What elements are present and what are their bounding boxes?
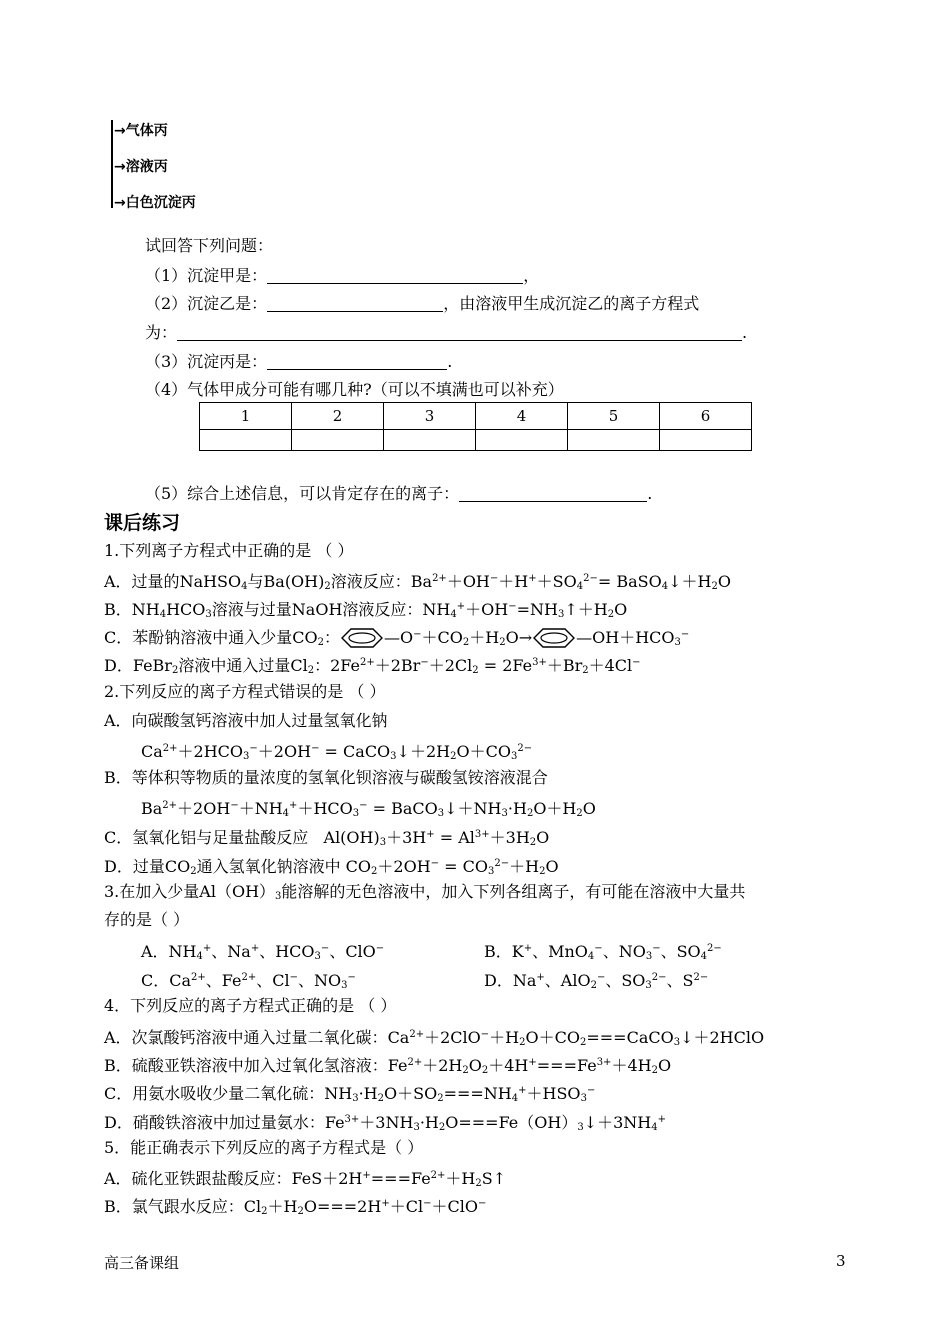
- table-answer-cell[interactable]: [476, 430, 568, 451]
- option-prefix: B．氯气跟水反应：: [104, 1197, 244, 1216]
- exercise-2-option-b-equation: $Ba^{2+}+2OH^-+NH_4^++HCO_3^-$ = $BaCO_3↓+NH_3\cdot H_2O+H_2O$: [141, 799, 596, 819]
- option-prefix: C．用氨水吸收少量二氧化硫：: [104, 1084, 325, 1103]
- question-1-label: （1）沉淀甲是：: [145, 266, 268, 285]
- exercise-3-option-b: B．K+、MnO$_4$−、$NO_3^-$、$SO_4^{2-}$: [484, 942, 722, 962]
- flow-item-solution-bing: →溶液丙: [114, 159, 168, 175]
- question-5-label: （5）综合上述信息，可以肯定存在的离子：: [145, 484, 460, 503]
- exercise-4-option-d: D．硝酸铁溶液中加过量氨水：$Fe^{3+}+3NH_3\cdot H_2O===Fe(OH)_3↓+3NH_4^+$: [104, 1113, 667, 1133]
- page-number: 3: [836, 1252, 846, 1270]
- exercise-2-option-b: B．等体积等物质的量浓度的氢氧化钡溶液与碳酸氢铵溶液混合: [104, 768, 548, 787]
- question-3-period: .: [447, 352, 453, 371]
- option-prefix: D．过量: [104, 857, 165, 876]
- exercise-5-stem: 5．能正确表示下列反应的离子方程式是（ ）: [104, 1138, 424, 1157]
- option-prefix: B．硫酸亚铁溶液中加入过氧化氢溶液：: [104, 1056, 388, 1075]
- exercise-1-option-c: C．苯酚钠溶液中通入少量$CO_2$： $—O^-+CO_2+H_2O\to$ $—OH+HCO_3^-$: [104, 628, 690, 648]
- exercise-3-option-c: C．$Ca^{2+}$、$Fe^{2+}$、Cl−、$NO_3^-$: [141, 971, 356, 991]
- exercise-3-option-d: D．Na+、AlO$_2$−、$SO_3^{2-}$、$S^{2-}$: [484, 971, 709, 991]
- option-prefix: C．苯酚钠溶液中通入少量: [104, 628, 293, 647]
- exercise-3-option-a: A．$NH_4^+$、Na+、$HCO_3^-$、ClO−: [141, 942, 385, 962]
- gas-composition-table: [199, 402, 752, 451]
- table-header-cell: 4: [476, 403, 568, 430]
- exercise-5-option-b: B．氯气跟水反应：$Cl_2+H_2O===2H^++Cl^-+ClO^-$: [104, 1197, 487, 1217]
- flow-item-gas-bing: →气体丙: [114, 123, 168, 139]
- exercise-5-option-a: A．硫化亚铁跟盐酸反应：$FeS+2H^+===Fe^{2+}+H_2S↑$: [104, 1169, 507, 1189]
- option-prefix: B．: [104, 600, 132, 619]
- option-prefix: D．: [104, 656, 133, 675]
- option-prefix: A．硫化亚铁跟盐酸反应：: [104, 1169, 292, 1188]
- table-answer-cell[interactable]: [384, 430, 476, 451]
- exercise-4-option-c: C．用氨水吸收少量二氧化硫：$NH_3\cdot H_2O+SO_2===NH_4^++HSO_3^-$: [104, 1084, 596, 1104]
- benzene-ring-icon: [340, 627, 384, 649]
- question-2-line2-label: 为：: [145, 323, 178, 342]
- question-3: [145, 352, 452, 372]
- exercise-2-option-a-equation: $Ca^{2+}+2HCO_3^-+2OH^-$ = $CaCO_3↓+2H_2O+CO_3^{2-}$: [141, 742, 533, 762]
- table-answer-cell[interactable]: [660, 430, 752, 451]
- question-5: [145, 484, 652, 504]
- exercise-1-option-b: B．$NH_4HCO_3$溶液与过量NaOH溶液反应：$NH_4^++OH^-=NH_3↑+H_2O$: [104, 600, 628, 620]
- exercise-1-option-a: A．过量的NaHSO$_4$与$Ba(OH)_2$溶液反应：$Ba^{2+}+OH^-+H^++SO_4^{2-}=$ $BaSO_4↓+H_2O$: [104, 572, 731, 592]
- table-header-cell: 6: [660, 403, 752, 430]
- table-header-row: [200, 403, 752, 430]
- table-answer-cell[interactable]: [568, 430, 660, 451]
- table-header-cell: 2: [292, 403, 384, 430]
- exercise-1-option-d: D．FeBr$_2$溶液中通入过量$Cl_2$：$2Fe^{2+}+2Br^-+2Cl_2 = 2Fe^{3+}+Br_2+4Cl^-$: [104, 656, 641, 676]
- question-2-line2: [145, 323, 747, 343]
- table-header-cell: 5: [568, 403, 660, 430]
- table-answer-cell[interactable]: [200, 430, 292, 451]
- flow-item-precipitate-bing: →白色沉淀丙: [114, 195, 196, 211]
- question-5-period: .: [647, 484, 653, 503]
- questions-intro: 试回答下列问题：: [145, 236, 274, 255]
- exercise-2-option-c: C．氢氧化铝与足量盐酸反应 $Al(OH)_3+3H^+ = Al^{3+}+3H_2O$: [104, 828, 550, 848]
- question-4: （4）气体甲成分可能有哪几种?（可以不填满也可以补充）: [145, 380, 564, 399]
- table-header-cell: 3: [384, 403, 476, 430]
- option-prefix: A．过量的: [104, 572, 180, 591]
- answer-blank-1[interactable]: [267, 267, 523, 284]
- exercise-2-option-d: D．过量$CO_2$通入氢氧化钠溶液中 $CO_2+2OH^- = CO_3^{2-}+H_2O$: [104, 857, 559, 877]
- exercise-4-stem: 4．下列反应的离子方程式正确的是 （ ）: [104, 996, 397, 1015]
- table-answer-cell[interactable]: [292, 430, 384, 451]
- exercise-4-option-a: A．次氯酸钙溶液中通入过量二氧化碳：$Ca^{2+}+2ClO^-+H_2O+CO_2===CaCO_3↓+2HClO$: [104, 1028, 765, 1048]
- option-prefix: D．硝酸铁溶液中加过量氨水：: [104, 1113, 325, 1132]
- benzene-ring-icon: [532, 627, 576, 649]
- question-1: [145, 266, 539, 286]
- answer-blank-2[interactable]: [267, 295, 443, 312]
- table-header-cell: 1: [200, 403, 292, 430]
- section-title: 课后练习: [104, 512, 181, 534]
- table-answer-row: [200, 430, 752, 451]
- exercise-4-option-b: B．硫酸亚铁溶液中加入过氧化氢溶液：$Fe^{2+}+2H_2O_2+4H^+===Fe^{3+}+4H_2O$: [104, 1056, 672, 1076]
- exercise-2-stem: 2.下列反应的离子方程式错误的是 （ ）: [104, 682, 386, 701]
- answer-blank-3[interactable]: [267, 353, 447, 370]
- exercise-3-stem-cont: 存的是（ ）: [104, 910, 190, 929]
- question-2-mid: ，由溶液甲生成沉淀乙的离子方程式: [443, 294, 700, 313]
- stem-part: 能溶解的无色溶液中，加入下列各组离子，有可能在溶液中大量共: [281, 882, 746, 901]
- exercise-3-stem: 3.在加入少量$Al(OH)_3$能溶解的无色溶液中，加入下列各组离子，有可能在溶液中大量共: [104, 882, 746, 902]
- exercise-1-stem: 1.下列离子方程式中正确的是 （ ）: [104, 541, 354, 560]
- option-prefix: A．次氯酸钙溶液中通入过量二氧化碳：: [104, 1028, 388, 1047]
- question-2-period: .: [742, 323, 748, 342]
- flow-bracket: [111, 120, 113, 208]
- option-prefix: C．氢氧化铝与足量盐酸反应: [104, 828, 309, 847]
- exercise-2-option-a: A．向碳酸氢钙溶液中加人过量氢氧化钠: [104, 711, 388, 730]
- question-2: [145, 294, 699, 314]
- footer-group-label: 高三备课组: [104, 1254, 180, 1272]
- question-2-label: （2）沉淀乙是：: [145, 294, 268, 313]
- question-3-label: （3）沉淀丙是：: [145, 352, 268, 371]
- stem-part: 3.在加入少量: [104, 882, 200, 901]
- answer-blank-2-equation[interactable]: [177, 324, 742, 341]
- answer-blank-5[interactable]: [459, 485, 647, 502]
- question-1-end: ，: [523, 266, 540, 285]
